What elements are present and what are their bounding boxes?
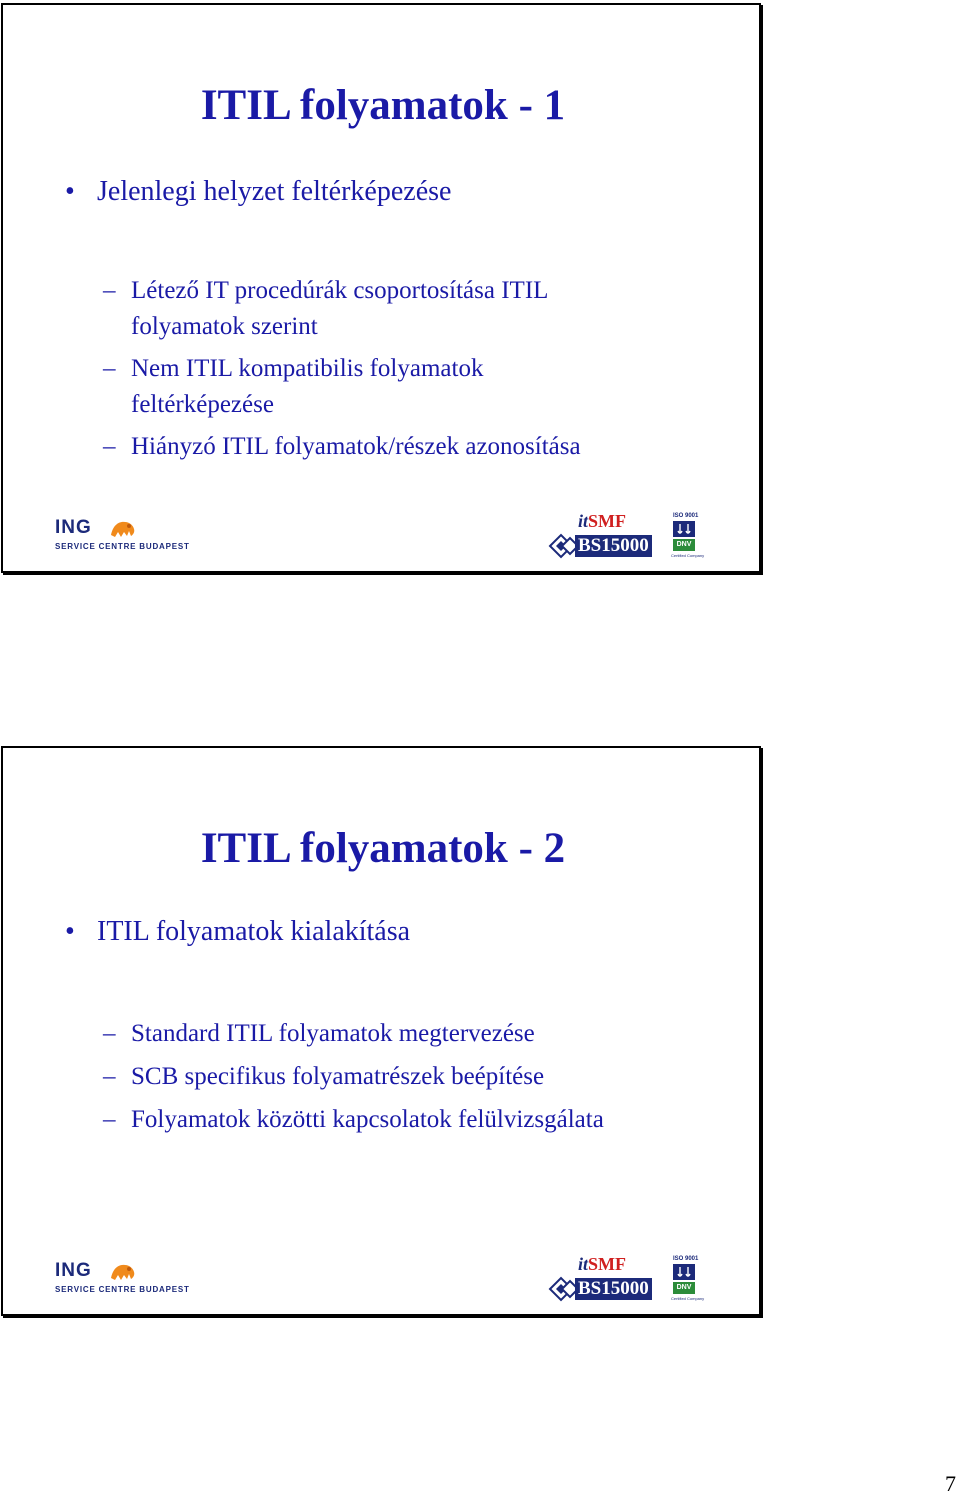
ing-subtitle: SERVICE CENTRE BUDAPEST xyxy=(55,1285,190,1294)
anchor-icon xyxy=(673,1264,695,1280)
itsmf-smf: SMF xyxy=(588,1254,627,1274)
dash-icon: – xyxy=(103,1106,116,1133)
sub-item xyxy=(103,1055,604,1098)
ing-logo xyxy=(55,1260,195,1298)
certified-label: Certified Company xyxy=(671,1296,705,1301)
itsmf-wordmark xyxy=(578,511,626,532)
bs15000-badge: BS15000 xyxy=(575,535,652,557)
itsmf-logo xyxy=(548,511,653,561)
sub-item-text: Hiányzó ITIL folyamatok/részek azonosítása xyxy=(131,433,581,460)
bullet-text: ITIL folyamatok kialakítása xyxy=(97,916,411,947)
slide-title: ITIL folyamatok - 1 xyxy=(200,82,566,129)
anchor-icon xyxy=(673,521,695,537)
page-number: 7 xyxy=(945,1471,956,1496)
slide-2 xyxy=(1,746,761,1316)
sub-item-text: Létező IT procedúrák csoportosítása ITIL folyamatok szerint xyxy=(131,277,548,340)
bullet-item xyxy=(65,916,410,948)
slide-1 xyxy=(1,3,761,573)
sub-list xyxy=(103,273,651,471)
slide-title: ITIL folyamatok - 2 xyxy=(200,825,566,872)
lion-icon xyxy=(109,1260,137,1282)
bullet-text: Jelenlegi helyzet feltérképezése xyxy=(97,176,452,207)
dash-icon: – xyxy=(103,1063,116,1090)
itsmf-it: it xyxy=(578,511,589,531)
sub-item xyxy=(103,429,651,465)
ing-subtitle: SERVICE CENTRE BUDAPEST xyxy=(55,542,190,551)
iso-label: ISO 9001 xyxy=(673,513,699,519)
bullet-item xyxy=(65,176,451,208)
dash-icon: – xyxy=(103,355,116,382)
bullet-dot-icon: • xyxy=(65,916,75,947)
ing-wordmark: ING xyxy=(55,1260,92,1281)
sub-item xyxy=(103,351,571,423)
ing-logo xyxy=(55,517,195,555)
itsmf-smf: SMF xyxy=(588,511,627,531)
dnv-badge: DNV xyxy=(673,539,695,551)
itsmf-it: it xyxy=(578,1254,589,1274)
iso-label: ISO 9001 xyxy=(673,1256,699,1262)
dnv-badge: DNV xyxy=(673,1282,695,1294)
sub-item xyxy=(103,1012,604,1055)
dnv-logo xyxy=(669,1256,703,1306)
sub-item-text: Standard ITIL folyamatok megtervezése xyxy=(131,1020,535,1047)
sub-item-text: SCB specifikus folyamatrészek beépítése xyxy=(131,1063,545,1090)
sub-item-text: Nem ITIL kompatibilis folyamatok feltérképezése xyxy=(131,355,484,418)
sub-item-text: Folyamatok közötti kapcsolatok felülvizsgálata xyxy=(131,1106,604,1133)
dash-icon: – xyxy=(103,433,116,460)
bullet-dot-icon: • xyxy=(65,176,75,207)
bs15000-badge: BS15000 xyxy=(575,1278,652,1300)
lion-icon xyxy=(109,517,137,539)
sub-item xyxy=(103,273,651,345)
itsmf-logo xyxy=(548,1254,653,1304)
itsmf-wordmark xyxy=(578,1254,626,1275)
dash-icon: – xyxy=(103,277,116,304)
certified-label: Certified Company xyxy=(671,553,705,558)
sub-list xyxy=(103,1012,604,1141)
dnv-logo xyxy=(669,513,703,563)
sub-item xyxy=(103,1098,604,1141)
dash-icon: – xyxy=(103,1020,116,1047)
ing-wordmark: ING xyxy=(55,517,92,538)
